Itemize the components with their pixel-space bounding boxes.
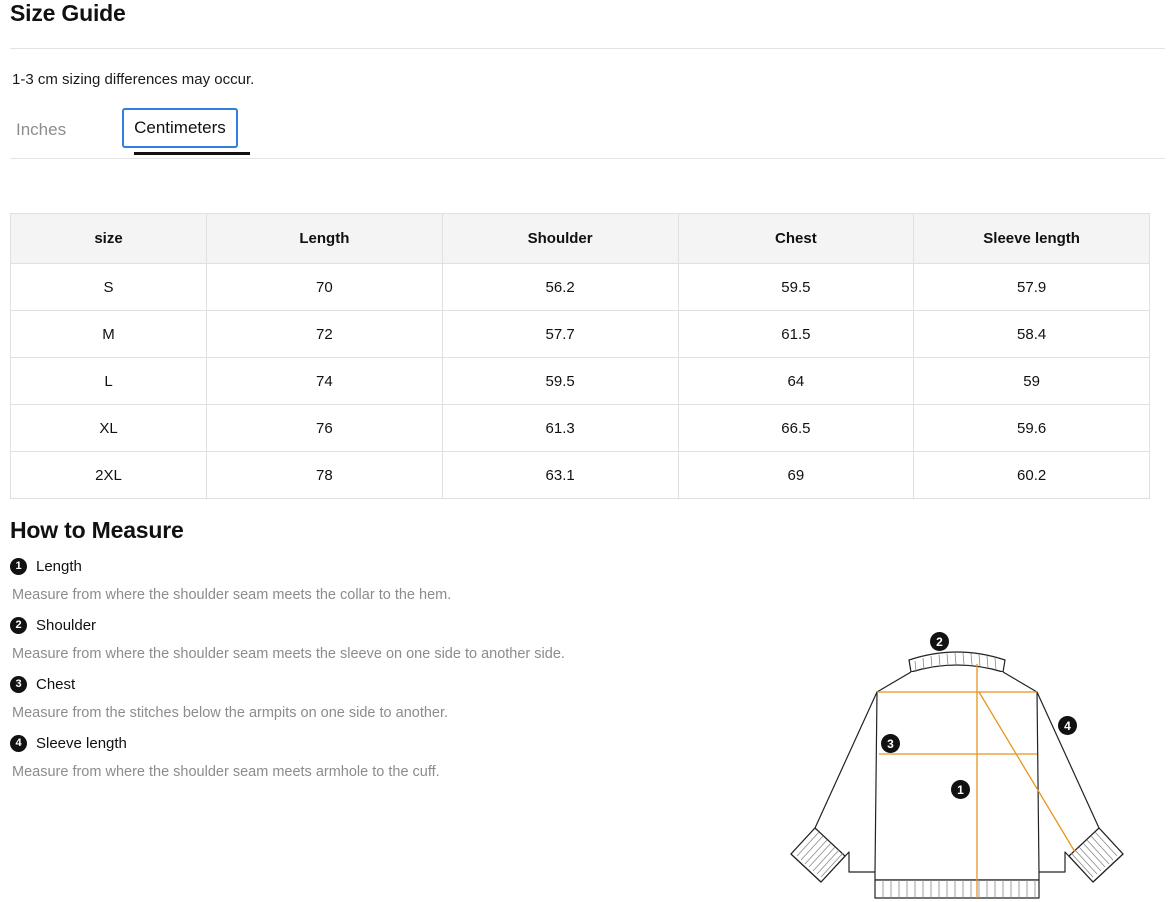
page-title: Size Guide: [10, 0, 126, 26]
cell-sleeve-length: 58.4: [914, 311, 1150, 358]
column-header-chest: Chest: [678, 214, 914, 264]
column-header-shoulder: Shoulder: [442, 214, 678, 264]
table-row: [11, 452, 1150, 499]
size-table: [10, 213, 1150, 499]
number-badge-2-icon: 2: [10, 617, 27, 634]
cell-shoulder: 56.2: [442, 264, 678, 311]
unit-tabs: [10, 104, 1165, 148]
cell-length: 72: [207, 311, 443, 358]
sweatshirt-illustration-icon: [757, 630, 1157, 900]
cell-chest: 66.5: [678, 405, 914, 452]
cell-size: L: [11, 358, 207, 405]
cell-sleeve-length: 59: [914, 358, 1150, 405]
cell-chest: 61.5: [678, 311, 914, 358]
measure-label: Chest: [36, 676, 76, 693]
cell-size: 2XL: [11, 452, 207, 499]
diagram-marker-1: 1: [951, 780, 970, 799]
measure-description: Measure from where the shoulder seam meets armhole to the cuff.: [12, 764, 440, 780]
cell-length: 78: [207, 452, 443, 499]
measure-description: Measure from the stitches below the armpits on one side to another.: [12, 705, 449, 721]
sweatshirt-diagram: [757, 630, 1157, 900]
number-badge-3-icon: 3: [10, 676, 27, 693]
cell-chest: 59.5: [678, 264, 914, 311]
cell-size: XL: [11, 405, 207, 452]
table-row: [11, 405, 1150, 452]
table-header-row: [11, 214, 1150, 264]
cell-size: M: [11, 311, 207, 358]
tabs-divider: [10, 158, 1165, 159]
column-header-size: size: [11, 214, 207, 264]
title-divider: [10, 48, 1165, 49]
diagram-marker-3: 3: [881, 734, 900, 753]
number-badge-1-icon: 1: [10, 558, 27, 575]
diagram-marker-4: 4: [1058, 716, 1077, 735]
cell-shoulder: 59.5: [442, 358, 678, 405]
cell-shoulder: 57.7: [442, 311, 678, 358]
cell-chest: 64: [678, 358, 914, 405]
cell-chest: 69: [678, 452, 914, 499]
measure-item-length: [10, 558, 1165, 603]
measure-label: Length: [36, 558, 82, 575]
active-tab-underline: [134, 152, 250, 155]
column-header-length: Length: [207, 214, 443, 264]
measure-heading: [10, 558, 1165, 575]
cell-length: 70: [207, 264, 443, 311]
diagram-marker-2: 2: [930, 632, 949, 651]
cell-length: 76: [207, 405, 443, 452]
column-header-sleeve-length: Sleeve length: [914, 214, 1150, 264]
cell-sleeve-length: 57.9: [914, 264, 1150, 311]
cell-sleeve-length: 59.6: [914, 405, 1150, 452]
cell-shoulder: 63.1: [442, 452, 678, 499]
cell-size: S: [11, 264, 207, 311]
tab-inches[interactable]: Inches: [12, 112, 70, 148]
cell-length: 74: [207, 358, 443, 405]
number-badge-4-icon: 4: [10, 735, 27, 752]
sizing-note: 1-3 cm sizing differences may occur.: [12, 71, 255, 88]
cell-shoulder: 61.3: [442, 405, 678, 452]
table-row: [11, 264, 1150, 311]
table-row: [11, 311, 1150, 358]
measure-label: Sleeve length: [36, 735, 127, 752]
table-row: [11, 358, 1150, 405]
cell-sleeve-length: 60.2: [914, 452, 1150, 499]
tab-centimeters[interactable]: Centimeters: [122, 108, 238, 148]
measure-label: Shoulder: [36, 617, 97, 634]
how-to-measure-title: How to Measure: [10, 517, 184, 543]
measure-description: Measure from where the shoulder seam meets the collar to the hem.: [12, 587, 452, 603]
measure-description: Measure from where the shoulder seam meets the sleeve on one side to another side.: [12, 646, 565, 662]
